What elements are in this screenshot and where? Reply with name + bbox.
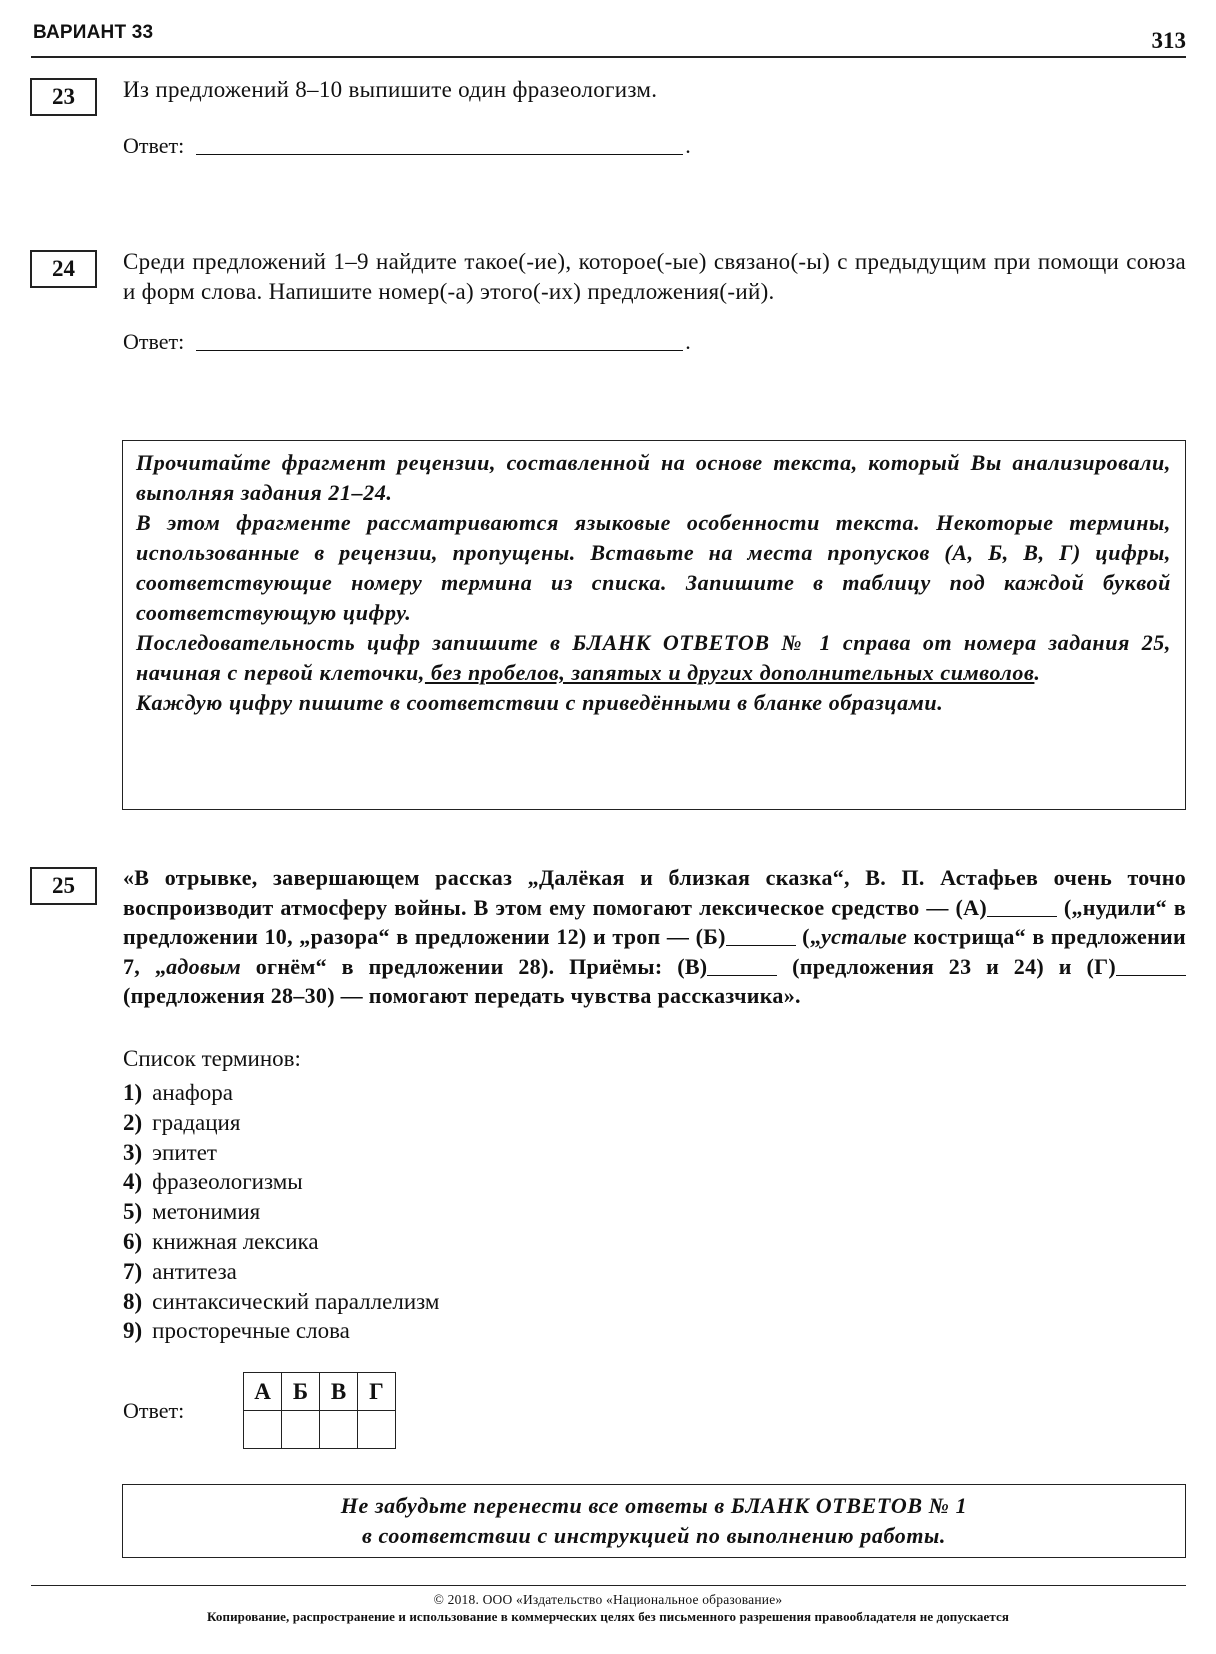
task-23-text: Из предложений 8–10 выпишите один фразеологизм.: [123, 77, 658, 102]
terms-list: [123, 1078, 439, 1346]
task-23-number: 23: [30, 78, 97, 116]
answer-cell-v[interactable]: [320, 1411, 358, 1449]
footer-copyright: © 2018. ООО «Издательство «Национальное образование»: [433, 1592, 783, 1607]
task-23-answer-field[interactable]: [196, 136, 683, 155]
answer-header-b: Б: [282, 1373, 320, 1411]
list-item: 4) фразеологизмы: [123, 1169, 303, 1195]
task-23-answer: Ответ: .: [123, 133, 691, 158]
answer-cell-a[interactable]: [244, 1411, 282, 1449]
reminder-line-1: Не забудьте перенести все ответы в БЛАНК ОТВЕТОВ № 1: [340, 1493, 968, 1518]
answer-header-g: Г: [358, 1373, 396, 1411]
instructions-p3: Последовательность цифр запишите в БЛАНК ОТВЕТОВ № 1 справа от номера задания 25, начиная с первой клеточки, без пробелов, запятых и других дополнительных символов.: [136, 630, 1171, 685]
task-24-number: 24: [30, 250, 97, 288]
blank-g: [1116, 957, 1186, 976]
list-item: 1) анафора: [123, 1080, 234, 1105]
task-24-text: Среди предложений 1–9 найдите такое(-ие), которое(-ые) связано(-ы) с предыдущим при помощи союза и форм слова. Напишите номер(-а) этого(-их) предложения(-ий).: [123, 249, 1186, 304]
task-25-number: 25: [30, 867, 97, 905]
answer-table: [243, 1372, 396, 1449]
answer-cell-b[interactable]: [282, 1411, 320, 1449]
page-number: 313: [1151, 28, 1186, 53]
task-25-text: «В отрывке, завершающем рассказ „Далёкая и близкая сказка“, В. П. Астафьев очень точно воспроизводит атмосферу войны. В этом ему помогают лексическое средство — (А) („нудили“ в предложении 10, „разора“ в предложении 12) и троп — (Б) („усталые кострища“ в предложении 7, „адовым огнём“ в предложении 28). Приёмы: (В) (предложения 23 и 24) и (Г) (предложения 28–30) — помогают передать чувства рассказчика».: [123, 865, 1187, 1008]
list-item: 6) книжная лексика: [123, 1228, 319, 1254]
instructions-p1: Прочитайте фрагмент рецензии, составленной на основе текста, который Вы анализировали, выполняя задания 21–24.: [136, 450, 1171, 505]
list-item: 8) синтаксический параллелизм: [123, 1288, 440, 1314]
list-item: 2) градация: [123, 1109, 241, 1135]
list-item: 9) просторечные слова: [123, 1318, 350, 1344]
task-23-answer-label: Ответ:: [123, 133, 185, 158]
reminder-line-2: в соответствии с инструкцией по выполнению работы.: [361, 1523, 947, 1548]
reminder-box: [122, 1484, 1186, 1558]
blank-b: [726, 927, 796, 946]
answer-header-v: В: [320, 1373, 358, 1411]
instructions-p4: Каждую цифру пишите в соответствии с приведёнными в бланке образцами.: [136, 690, 944, 715]
blank-v: [707, 957, 777, 976]
variant-title: ВАРИАНТ 33: [33, 22, 154, 43]
footer-notice: Копирование, распространение и использование в коммерческих целях без письменного разрешения правообладателя не допускается: [207, 1609, 1009, 1624]
list-item: 3) эпитет: [123, 1139, 217, 1165]
list-item: 5) метонимия: [123, 1199, 261, 1225]
answer-header-a: А: [244, 1373, 282, 1411]
footer-divider: [31, 1585, 1186, 1586]
answer-cell-g[interactable]: [358, 1411, 396, 1449]
terms-title: Список терминов:: [123, 1046, 301, 1071]
header-divider: [31, 56, 1186, 58]
blank-a: [987, 898, 1057, 917]
instructions-p2: В этом фрагменте рассматриваются языковые особенности текста. Некоторые термины, использованные в рецензии, пропущены. Вставьте на места пропусков (А, Б, В, Г) цифры, соответствующие номеру термина из списка. Запишите в таблицу под каждой буквой соответствующую цифру.: [136, 510, 1171, 625]
task-25-answer-label: Ответ:: [123, 1398, 185, 1423]
task-24-answer-label: Ответ:: [123, 329, 185, 354]
task-24-answer: Ответ: .: [123, 329, 691, 354]
instructions-box: [122, 440, 1186, 810]
task-24-answer-field[interactable]: [196, 332, 683, 351]
list-item: 7) антитеза: [123, 1258, 237, 1284]
